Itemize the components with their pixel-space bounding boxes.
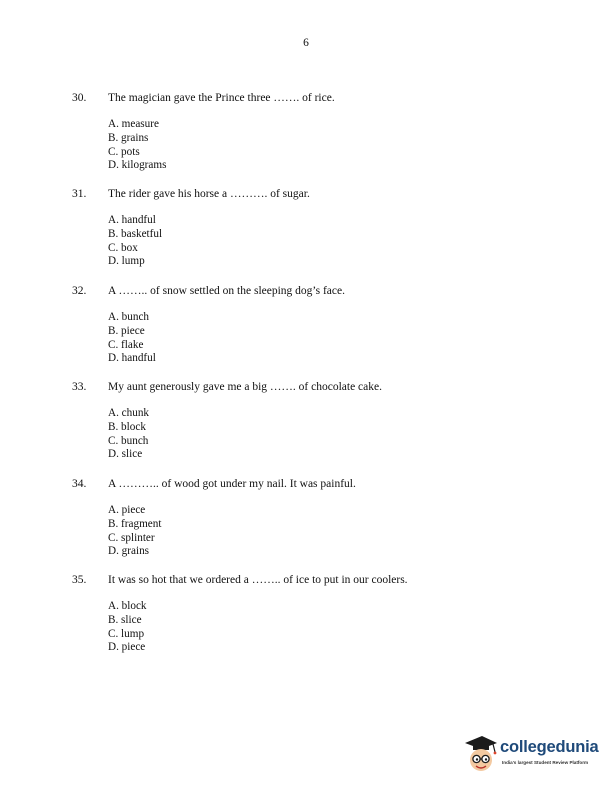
question-text: My aunt generously gave me a big ……. of chocolate cake. bbox=[108, 381, 382, 393]
option-list bbox=[108, 407, 552, 462]
question-text: A …….. of snow settled on the sleeping dog’s face. bbox=[108, 285, 345, 297]
option-a: A. handful bbox=[108, 214, 156, 226]
question-stem bbox=[72, 284, 552, 298]
option-b: B. basketful bbox=[108, 227, 163, 240]
option-c: C. bunch bbox=[108, 434, 149, 447]
option-d: D. grains bbox=[108, 545, 150, 558]
collegedunia-logo bbox=[462, 730, 602, 778]
option-b: B. piece bbox=[108, 324, 145, 337]
option-d: D. piece bbox=[108, 641, 146, 654]
option-a: A. piece bbox=[108, 504, 146, 516]
question-stem bbox=[72, 380, 552, 394]
option-d: D. kilograms bbox=[108, 159, 167, 172]
question-number: 30. bbox=[72, 92, 87, 104]
option-d: D. lump bbox=[108, 255, 145, 268]
option-b: B. fragment bbox=[108, 517, 162, 530]
page-number: 6 bbox=[303, 37, 309, 49]
option-c: C. box bbox=[108, 241, 138, 254]
option-list bbox=[108, 311, 552, 366]
question-33 bbox=[72, 380, 552, 462]
question-32 bbox=[72, 284, 552, 366]
logo-tagline: India's largest Student Review Platform bbox=[502, 760, 589, 765]
question-number: 32. bbox=[72, 285, 87, 297]
option-list bbox=[108, 600, 552, 655]
question-34 bbox=[72, 477, 552, 559]
question-stem bbox=[72, 91, 552, 105]
option-b: B. block bbox=[108, 420, 146, 433]
question-stem bbox=[72, 187, 552, 201]
mascot-graduation-cap-icon bbox=[462, 732, 500, 774]
option-list bbox=[108, 118, 552, 173]
question-35 bbox=[72, 573, 552, 655]
question-stem bbox=[72, 477, 552, 491]
logo-wordmark: collegedunia bbox=[500, 738, 599, 756]
option-list bbox=[108, 214, 552, 269]
option-a: A. chunk bbox=[108, 407, 150, 419]
option-b: B. grains bbox=[108, 131, 149, 144]
question-30 bbox=[72, 91, 552, 173]
option-a: A. block bbox=[108, 600, 147, 612]
question-number: 31. bbox=[72, 188, 87, 200]
question-31 bbox=[72, 187, 552, 269]
question-stem bbox=[72, 573, 552, 587]
option-list bbox=[108, 504, 552, 559]
option-b: B. slice bbox=[108, 613, 142, 626]
option-c: C. pots bbox=[108, 145, 140, 158]
question-number: 35. bbox=[72, 574, 87, 586]
option-a: A. measure bbox=[108, 118, 159, 130]
option-a: A. bunch bbox=[108, 311, 150, 323]
question-text: A ……….. of wood got under my nail. It was painful. bbox=[108, 478, 356, 490]
question-text: The magician gave the Prince three ……. of rice. bbox=[108, 92, 335, 104]
question-number: 33. bbox=[72, 381, 87, 393]
option-c: C. flake bbox=[108, 338, 144, 351]
option-d: D. handful bbox=[108, 352, 156, 365]
question-text: The rider gave his horse a ………. of sugar. bbox=[108, 188, 310, 200]
option-c: C. splinter bbox=[108, 531, 155, 544]
question-text: It was so hot that we ordered a …….. of ice to put in our coolers. bbox=[108, 574, 408, 586]
option-c: C. lump bbox=[108, 627, 145, 640]
question-number: 34. bbox=[72, 478, 87, 490]
option-d: D. slice bbox=[108, 448, 143, 461]
